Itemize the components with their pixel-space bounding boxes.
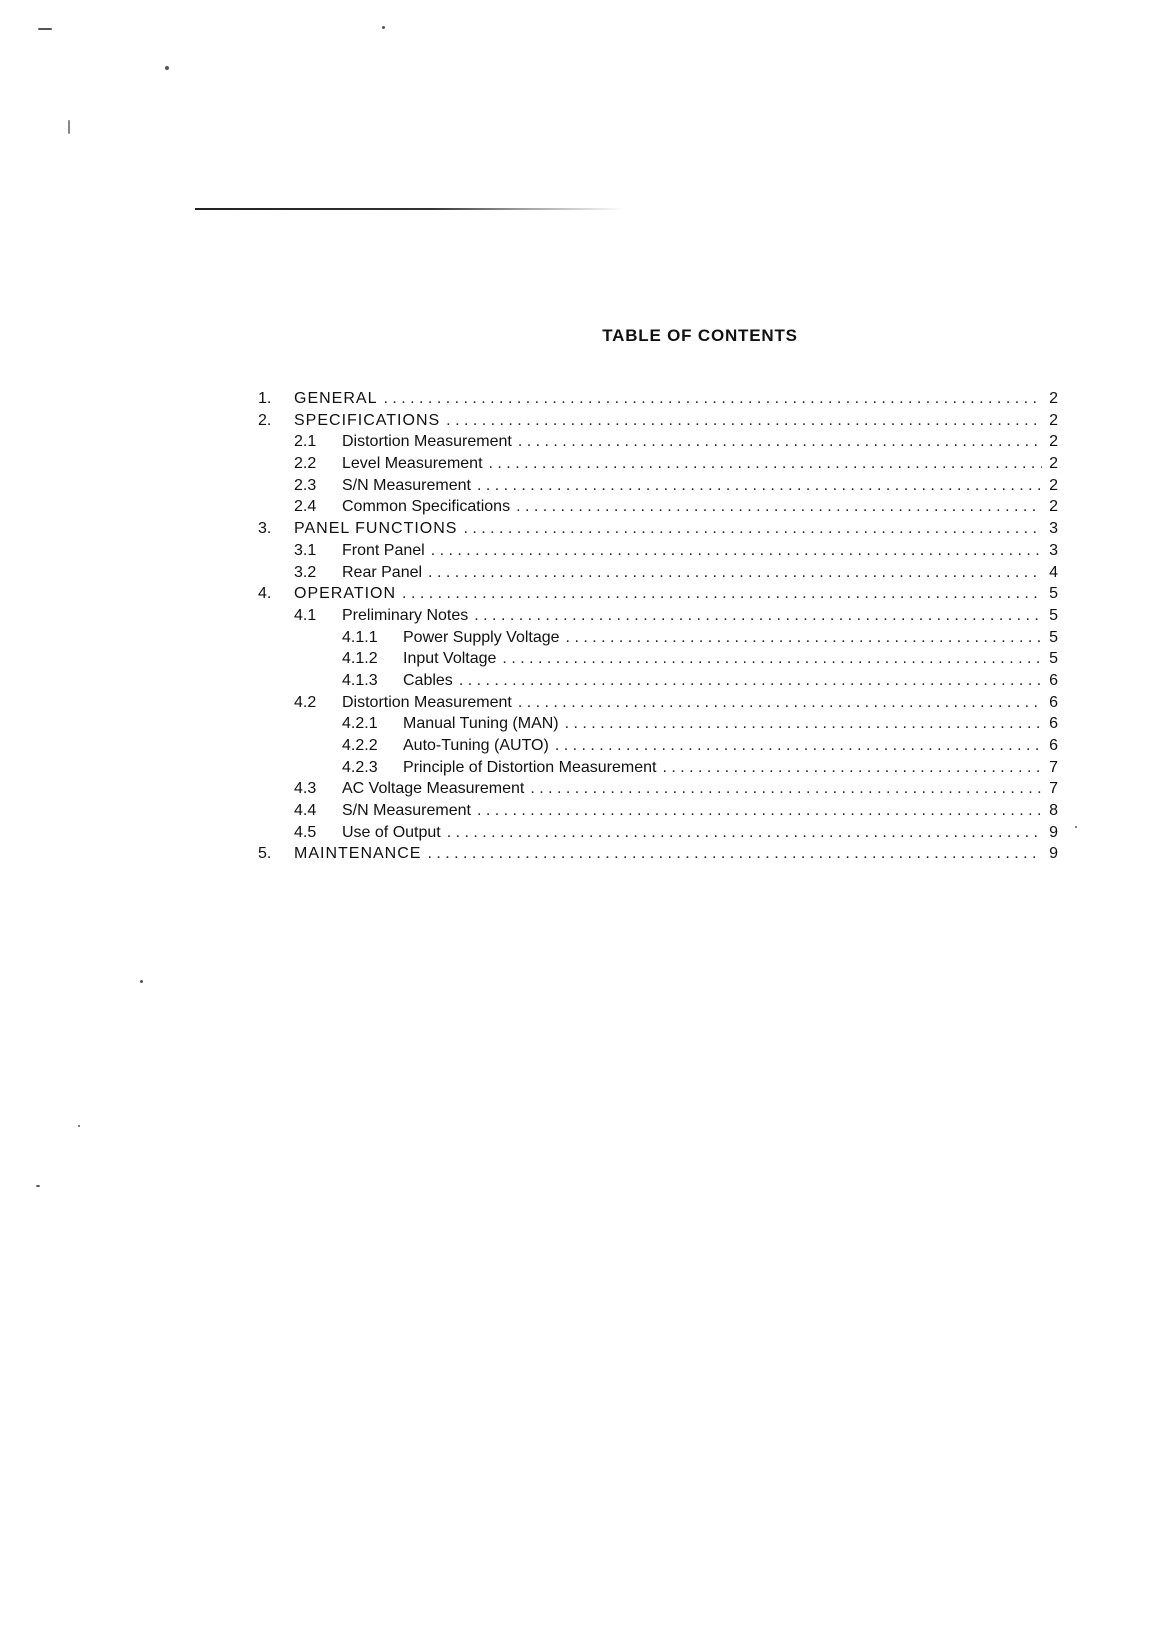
toc-entry-page: 3 — [1049, 541, 1058, 559]
toc-entry-label: Preliminary Notes — [342, 606, 469, 624]
toc-entry-label: S/N Measurement — [342, 476, 471, 494]
toc-entry-page: 8 — [1049, 802, 1058, 820]
toc-entry — [258, 694, 1058, 716]
toc-entry-number: 1. — [258, 390, 272, 407]
scan-speck — [382, 26, 385, 29]
toc-entry-number: 2.4 — [294, 498, 317, 516]
toc-entry — [258, 477, 1058, 499]
toc-entry-label: Level Measurement — [342, 455, 483, 473]
toc-entry-number: 4.1.3 — [342, 671, 378, 689]
toc-entry — [258, 650, 1058, 672]
toc-entry-number: 4.1.1 — [342, 628, 378, 646]
toc-dot-leader — [555, 737, 1042, 755]
toc-entry — [258, 824, 1058, 846]
toc-entry-page: 2 — [1049, 455, 1058, 473]
toc-entry — [258, 390, 1058, 412]
toc-entry-page: 9 — [1049, 823, 1058, 841]
toc-entry-label: Input Voltage — [403, 650, 497, 668]
toc-entry-label: MAINTENANCE — [294, 845, 422, 863]
toc-entry — [258, 780, 1058, 802]
toc-entry-label: Distortion Measurement — [342, 693, 512, 711]
toc-entry-page: 4 — [1049, 563, 1058, 581]
toc-entry-page: 2 — [1049, 498, 1058, 516]
toc-entry — [258, 629, 1058, 651]
toc-entry — [258, 607, 1058, 629]
scan-speck — [165, 66, 169, 70]
toc-entry-label: Front Panel — [342, 541, 425, 559]
toc-entry-page: 2 — [1049, 411, 1058, 429]
toc-entry-page: 9 — [1049, 845, 1058, 863]
scan-rule-line — [195, 208, 625, 210]
toc-entry-page: 5 — [1049, 650, 1058, 668]
toc-entry-label: Manual Tuning (MAN) — [403, 715, 559, 733]
toc-dot-leader — [383, 390, 1042, 408]
toc-entry-page: 6 — [1049, 737, 1058, 754]
page-title: TABLE OF CONTENTS — [602, 326, 798, 345]
toc-entry-label: Distortion Measurement — [342, 433, 512, 451]
toc-entry-label: PANEL FUNCTIONS — [294, 520, 458, 538]
toc-entry — [258, 412, 1058, 434]
toc-entry-number: 4.3 — [294, 780, 317, 798]
toc-entry — [258, 802, 1058, 824]
toc-entry-page: 2 — [1049, 476, 1058, 494]
toc-entry — [258, 542, 1058, 564]
toc-dot-leader — [489, 455, 1042, 473]
toc-entry-number: 3.1 — [294, 541, 317, 559]
toc-dot-leader — [459, 672, 1042, 690]
toc-entry-number: 4.1.2 — [342, 650, 378, 668]
toc-entry-label: OPERATION — [294, 585, 397, 603]
toc-dot-leader — [463, 520, 1042, 538]
toc-entry-number: 4.2.1 — [342, 715, 378, 733]
toc-entry-number: 4.5 — [294, 823, 317, 841]
toc-entry-number: 4.4 — [294, 802, 317, 820]
toc-dot-leader — [518, 694, 1042, 712]
toc-entry — [258, 759, 1058, 781]
toc-dot-leader — [502, 650, 1042, 668]
toc-entry-label: SPECIFICATIONS — [294, 411, 441, 429]
toc-entry-label: Rear Panel — [342, 563, 423, 581]
toc-dot-leader — [662, 759, 1042, 777]
toc-entry-number: 5. — [258, 845, 272, 863]
toc-dot-leader — [477, 802, 1042, 820]
toc-entry-number: 4.1 — [294, 606, 317, 624]
toc-entry-page: 7 — [1049, 780, 1058, 798]
toc-dot-leader — [446, 412, 1042, 430]
toc-entry — [258, 433, 1058, 455]
toc-entry-label: Cables — [403, 671, 453, 689]
toc-entry — [258, 520, 1058, 542]
toc-entry — [258, 455, 1058, 477]
scan-speck — [78, 1125, 80, 1127]
toc-entry-number: 4.2.3 — [342, 758, 378, 776]
toc-entry-label: Auto-Tuning (AUTO) — [403, 737, 549, 754]
scan-speck — [140, 980, 143, 983]
toc-entry-page: 6 — [1049, 671, 1058, 689]
toc-dot-leader — [402, 585, 1042, 603]
scan-speck — [68, 120, 70, 134]
table-of-contents — [258, 390, 1058, 867]
toc-dot-leader — [518, 433, 1042, 451]
toc-entry — [258, 498, 1058, 520]
toc-entry-number: 4.2.2 — [342, 737, 378, 754]
toc-entry-label: Power Supply Voltage — [403, 628, 560, 646]
toc-dot-leader — [431, 542, 1042, 560]
toc-entry — [258, 564, 1058, 586]
toc-dot-leader — [565, 715, 1042, 733]
toc-entry-number: 4. — [258, 585, 272, 603]
toc-entry-number: 2. — [258, 411, 272, 429]
toc-entry-label: AC Voltage Measurement — [342, 780, 525, 798]
toc-dot-leader — [477, 477, 1042, 495]
toc-entry — [258, 715, 1058, 737]
toc-entry-label: Principle of Distortion Measurement — [403, 758, 657, 776]
toc-dot-leader — [447, 824, 1042, 842]
toc-entry-number: 2.1 — [294, 433, 317, 451]
toc-entry-number: 2.3 — [294, 476, 317, 494]
toc-dot-leader — [516, 498, 1042, 516]
toc-entry-label: S/N Measurement — [342, 802, 471, 820]
toc-entry — [258, 845, 1058, 867]
scan-speck — [1075, 826, 1077, 828]
toc-entry-page: 6 — [1049, 693, 1058, 711]
toc-entry-page: 7 — [1049, 758, 1058, 776]
toc-entry-page: 5 — [1049, 606, 1058, 624]
toc-entry-number: 4.2 — [294, 693, 317, 711]
toc-entry-number: 3.2 — [294, 563, 317, 581]
toc-dot-leader — [427, 845, 1042, 863]
toc-dot-leader — [428, 564, 1042, 582]
toc-entry-page: 6 — [1049, 715, 1058, 733]
toc-entry-label: Common Specifications — [342, 498, 511, 516]
toc-entry — [258, 585, 1058, 607]
toc-entry — [258, 737, 1058, 759]
toc-entry-page: 3 — [1049, 520, 1058, 538]
toc-dot-leader — [530, 780, 1042, 798]
scan-speck — [36, 1185, 40, 1187]
toc-dot-leader — [566, 629, 1042, 647]
toc-entry-page: 5 — [1049, 585, 1058, 603]
scan-speck — [38, 28, 52, 30]
toc-entry-number: 3. — [258, 520, 272, 538]
toc-entry-label: Use of Output — [342, 823, 441, 841]
toc-dot-leader — [474, 607, 1042, 625]
toc-entry-label: GENERAL — [294, 390, 378, 407]
toc-entry-page: 2 — [1049, 433, 1058, 451]
toc-entry-number: 2.2 — [294, 455, 317, 473]
toc-entry — [258, 672, 1058, 694]
toc-entry-page: 5 — [1049, 628, 1058, 646]
toc-entry-page: 2 — [1049, 390, 1058, 407]
